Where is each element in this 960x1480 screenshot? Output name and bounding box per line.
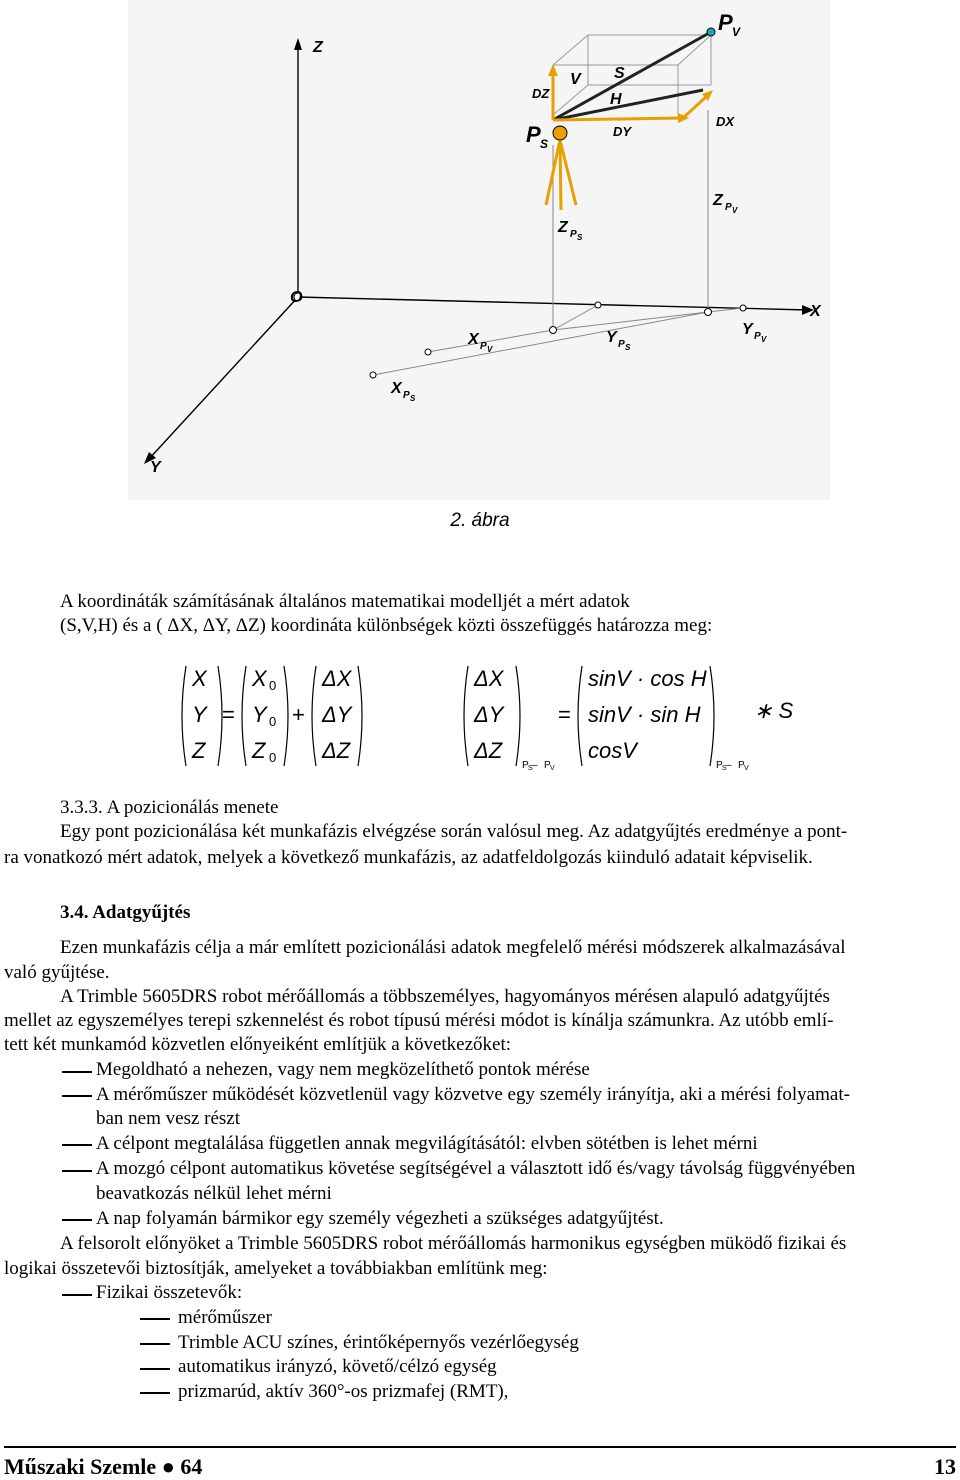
svg-text:P: P — [716, 760, 723, 771]
bullet-dash — [62, 1095, 92, 1097]
v-label: V — [570, 71, 581, 88]
svg-text:P: P — [544, 760, 551, 771]
eq2-left-dz: ΔZ — [474, 738, 503, 763]
section-34-heading: 3.4. Adatgyűjtés — [60, 902, 191, 923]
bullet-dash — [62, 1071, 92, 1073]
svg-text:V: V — [487, 345, 493, 354]
eq2-right-3: cosV — [588, 738, 637, 763]
section-34-p3-line-1: A felsorolt előnyöket a Trimble 5605DRS robot mérőállomás harmonikus egységben müködő fizikai és — [60, 1233, 847, 1254]
dy-label: DY — [613, 124, 632, 139]
bullet-dash — [62, 1294, 92, 1296]
svg-text:=: = — [558, 702, 571, 727]
origin-label: O — [290, 289, 303, 306]
section-34-p3-line-2: logikai összetevői biztosítják, amelyeket a továbbiakban említünk meg: — [4, 1258, 548, 1279]
svg-text:S: S — [528, 765, 533, 772]
eq1-left-z: Z — [192, 738, 206, 763]
y-pv-label: Y — [742, 321, 753, 338]
sub-list-item: mérőműszer — [178, 1307, 272, 1328]
svg-text:P: P — [480, 341, 487, 352]
h-label: H — [610, 91, 622, 108]
bullet-dash — [62, 1170, 92, 1172]
eq2-left-dx: ΔX — [474, 666, 504, 691]
svg-text:–: – — [532, 760, 538, 771]
sub-list-item: prizmarúd, aktív 360°-os prizmafej (RMT), — [178, 1381, 509, 1402]
s-label: S — [614, 65, 625, 82]
sub-list-item: automatikus irányzó, követő/célzó egység — [178, 1356, 497, 1377]
svg-text:S: S — [540, 137, 549, 151]
sub-list-item: Trimble ACU színes, érintőképernyős vezérlőegység — [178, 1332, 579, 1353]
coordinate-figure — [128, 0, 830, 500]
eq2-mult-s: ∗ S — [754, 698, 794, 723]
z-axis-label: Z — [313, 39, 323, 56]
section-333-heading: 3.3.3. A pozicionálás menete — [60, 797, 279, 818]
sub-bullet-dash — [140, 1318, 170, 1320]
x-axis-label: X — [810, 303, 821, 320]
intro-line-1: A koordináták számításának általános matematikai modelljét a mért adatok — [60, 591, 630, 612]
eq1-left-x: X — [192, 666, 207, 691]
bullet-item: Megoldható a nehezen, vagy nem megközelíthető pontok mérése — [96, 1059, 590, 1080]
svg-text:0: 0 — [269, 750, 277, 765]
section-34-p2-line-3: tett két munkamód közvetlen előnyeiként említjük a következőket: — [4, 1034, 512, 1055]
bullet-item-cont: beavatkozás nélkül lehet mérni — [96, 1183, 332, 1204]
svg-text:V: V — [732, 25, 741, 39]
bullet-item: A célpont megtalálása független annak megvilágításától: elvben sötétben is lehet mérni — [96, 1133, 758, 1154]
svg-text:0: 0 — [269, 714, 277, 729]
svg-text:P: P — [618, 339, 625, 350]
dy-vector — [553, 118, 683, 120]
svg-text:V: V — [550, 765, 555, 772]
eq1-mid-y0: Y — [252, 702, 267, 727]
bullet-dash — [62, 1144, 92, 1146]
eq1-right-dz: ΔZ — [322, 738, 351, 763]
svg-text:S: S — [577, 233, 583, 242]
eq1-mid-z0: Z — [252, 738, 266, 763]
svg-text:–: – — [726, 760, 732, 771]
sub-bullet-dash — [140, 1368, 170, 1370]
svg-text:P: P — [738, 760, 745, 771]
svg-text:P: P — [725, 202, 732, 213]
sub-bullet-dash — [140, 1343, 170, 1345]
svg-text:P: P — [754, 331, 761, 342]
z-pv-label: Z — [713, 192, 723, 209]
eq1-right-dx: ΔX — [322, 666, 352, 691]
y-ps-label: Y — [606, 329, 617, 346]
eq1-right-dy: ΔY — [322, 702, 352, 727]
svg-text:P: P — [522, 760, 529, 771]
ps-label: P — [526, 122, 541, 147]
svg-text:S: S — [410, 394, 416, 403]
svg-text:S: S — [625, 343, 631, 352]
equations — [176, 660, 796, 772]
y-axis-label: Y — [150, 459, 161, 476]
svg-text:P: P — [403, 390, 410, 401]
svg-text:P: P — [570, 229, 577, 240]
eq1-left-y: Y — [192, 702, 207, 727]
x-pv-label: X — [468, 331, 479, 348]
eq2-right-1: sinV · cos H — [588, 666, 707, 691]
eq2-right-2: sinV · sin H — [588, 702, 701, 727]
page-number: 13 — [934, 1454, 956, 1479]
section-34-p2-line-1: A Trimble 5605DRS robot mérőállomás a többszemélyes, hagyományos mérésen alapuló adatgyűjtés — [60, 986, 830, 1007]
section-333-line-1: Egy pont pozicionálása két munkafázis elvégzése során valósul meg. Az adatgyűjtés eredménye a pont- — [60, 821, 848, 842]
svg-text:V: V — [732, 206, 738, 215]
svg-text:S: S — [722, 765, 727, 772]
list-head: Fizikai összetevők: — [96, 1282, 243, 1303]
figure-caption: 2. ábra — [450, 510, 510, 531]
pv-label: P — [718, 10, 733, 35]
section-333-line-2: ra vonatkozó mért adatok, melyek a következő munkafázis, az adatfeldolgozás kiinduló adatait képviselik. — [4, 847, 813, 868]
bullet-dash — [62, 1219, 92, 1221]
z-ps-label: Z — [558, 219, 568, 236]
footer-journal: Műszaki Szemle ● 64 — [4, 1454, 203, 1479]
dz-label: DZ — [532, 86, 550, 101]
dx-label: DX — [716, 114, 735, 129]
svg-text:0: 0 — [269, 678, 277, 693]
svg-text:V: V — [761, 335, 767, 344]
svg-text:+: + — [292, 702, 305, 727]
svg-text:=: = — [222, 702, 235, 727]
eq2-left-dy: ΔY — [474, 702, 504, 727]
sub-bullet-dash — [140, 1392, 170, 1394]
bullet-item: A mérőműszer működését közvetlenül vagy közvetve egy személy irányítja, aki a mérési folyamat- — [96, 1084, 850, 1105]
footer-rule — [4, 1446, 956, 1448]
section-34-p2-line-2: mellet az egyszemélyes terepi szkennelést és robot típusú mérési módot is kínálja számunkra. Az utóbb emlí- — [4, 1010, 834, 1031]
section-34-p1-line-1: Ezen munkafázis célja a már említett pozicionálási adatok megfelelő mérési módszerek alkalmazásával — [60, 937, 846, 958]
intro-line-2: (S,V,H) és a ( ΔX, ΔY, ΔZ) koordináta különbségek közti összefüggés határozza meg: — [60, 615, 713, 636]
bullet-item: A nap folyamán bármikor egy személy végezheti a szükséges adatgyűjtést. — [96, 1208, 664, 1229]
eq1-mid-x0: X — [252, 666, 267, 691]
svg-text:V: V — [744, 765, 749, 772]
bullet-item-cont: ban nem vesz részt — [96, 1108, 241, 1129]
bullet-item: A mozgó célpont automatikus követése segítségével a választott idő és/vagy távolság függvényében — [96, 1158, 856, 1179]
section-34-p1-line-2: való gyűjtése. — [4, 962, 110, 983]
x-ps-label: X — [391, 380, 402, 397]
